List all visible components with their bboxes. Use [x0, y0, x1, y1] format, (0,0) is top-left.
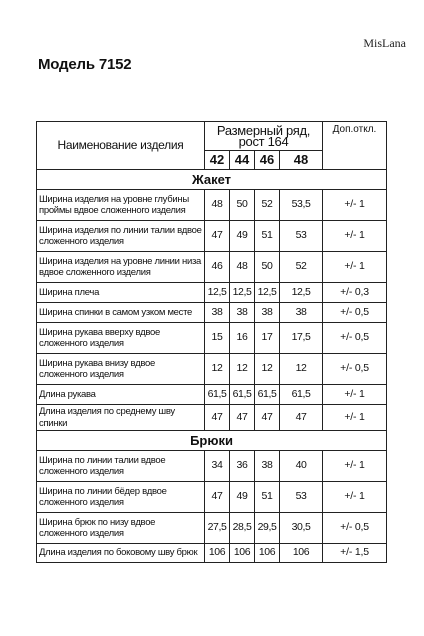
measurement-value: 29,5 [255, 513, 280, 544]
measurement-value: 38 [205, 303, 230, 323]
measurement-value: 49 [230, 221, 255, 252]
tolerance-value: +/- 1 [323, 405, 387, 431]
measurement-value: 53 [280, 482, 323, 513]
measurement-name: Ширина рукава внизу вдвое сложенного изделия [37, 354, 205, 385]
measurement-value: 28,5 [230, 513, 255, 544]
header-size: 46 [255, 151, 280, 170]
table-row [37, 323, 387, 354]
measurement-value: 12 [280, 354, 323, 385]
measurement-name: Ширина изделия по линии талии вдвое сложенного изделия [37, 221, 205, 252]
tolerance-value: +/- 1 [323, 252, 387, 283]
tolerance-value: +/- 0,3 [323, 283, 387, 303]
measurement-value: 30,5 [280, 513, 323, 544]
tolerance-value: +/- 0,5 [323, 513, 387, 544]
measurement-name: Ширина изделия на уровне глубины проймы вдвое сложенного изделия [37, 190, 205, 221]
section-title: Брюки [37, 431, 387, 451]
measurement-value: 106 [255, 544, 280, 563]
table-row [37, 482, 387, 513]
measurement-value: 106 [230, 544, 255, 563]
table-row [37, 252, 387, 283]
table-row [37, 405, 387, 431]
tolerance-value: +/- 1,5 [323, 544, 387, 563]
brand-name: MisLana [363, 36, 406, 50]
measurement-value: 106 [280, 544, 323, 563]
measurement-value: 12 [205, 354, 230, 385]
measurement-name: Длина рукава [37, 385, 205, 405]
measurement-value: 27,5 [205, 513, 230, 544]
measurement-value: 52 [255, 190, 280, 221]
measurement-name: Ширина плеча [37, 283, 205, 303]
measurement-value: 12,5 [255, 283, 280, 303]
measurement-value: 47 [255, 405, 280, 431]
measurement-value: 12,5 [280, 283, 323, 303]
measurement-value: 61,5 [230, 385, 255, 405]
tolerance-value: +/- 1 [323, 221, 387, 252]
tolerance-value: +/- 1 [323, 385, 387, 405]
measurement-value: 38 [255, 451, 280, 482]
measurement-name: Ширина изделия на уровне линии низа вдвое сложенного изделия [37, 252, 205, 283]
measurement-value: 17,5 [280, 323, 323, 354]
measurement-value: 50 [255, 252, 280, 283]
measurement-value: 61,5 [280, 385, 323, 405]
table-row [37, 451, 387, 482]
measurement-value: 48 [205, 190, 230, 221]
table-row [37, 544, 387, 563]
table-row [37, 513, 387, 544]
measurement-value: 53,5 [280, 190, 323, 221]
measurement-value: 47 [205, 405, 230, 431]
measurement-name: Ширина по линии бёдер вдвое сложенного изделия [37, 482, 205, 513]
tolerance-value: +/- 1 [323, 482, 387, 513]
table-row [37, 303, 387, 323]
measurement-value: 46 [205, 252, 230, 283]
table-row [37, 283, 387, 303]
measurement-value: 61,5 [255, 385, 280, 405]
measurement-name: Ширина по линии талии вдвое сложенного изделия [37, 451, 205, 482]
measurement-value: 12,5 [205, 283, 230, 303]
tolerance-value: +/- 1 [323, 451, 387, 482]
measurement-value: 38 [230, 303, 255, 323]
measurement-value: 49 [230, 482, 255, 513]
header-size: 42 [205, 151, 230, 170]
tolerance-value: +/- 0,5 [323, 354, 387, 385]
section-title: Жакет [37, 170, 387, 190]
measurement-value: 17 [255, 323, 280, 354]
table-row [37, 385, 387, 405]
measurement-value: 12 [255, 354, 280, 385]
tolerance-value: +/- 1 [323, 190, 387, 221]
measurement-value: 51 [255, 221, 280, 252]
measurement-value: 53 [280, 221, 323, 252]
measurement-value: 36 [230, 451, 255, 482]
measurement-name: Длина изделия по среднему шву спинки [37, 405, 205, 431]
measurement-value: 12 [230, 354, 255, 385]
measurement-value: 15 [205, 323, 230, 354]
tolerance-value: +/- 0,5 [323, 303, 387, 323]
measurement-name: Ширина спинки в самом узком месте [37, 303, 205, 323]
measurement-value: 38 [280, 303, 323, 323]
measurement-table [36, 121, 387, 563]
measurement-value: 47 [230, 405, 255, 431]
measurement-value: 51 [255, 482, 280, 513]
measurement-name: Ширина брюк по низу вдвое сложенного изделия [37, 513, 205, 544]
tolerance-value: +/- 0,5 [323, 323, 387, 354]
model-title: Модель 7152 [38, 56, 132, 73]
measurement-value: 47 [280, 405, 323, 431]
measurement-value: 47 [205, 482, 230, 513]
header-tolerance: Доп.откл. [323, 122, 387, 170]
measurement-value: 38 [255, 303, 280, 323]
header-product-name: Наименование изделия [37, 122, 205, 170]
table-row [37, 190, 387, 221]
measurement-value: 34 [205, 451, 230, 482]
table-row [37, 221, 387, 252]
measurement-value: 52 [280, 252, 323, 283]
header-size: 44 [230, 151, 255, 170]
measurement-value: 47 [205, 221, 230, 252]
header-size-range: Размерный ряд, рост 164 [205, 122, 323, 151]
measurement-value: 48 [230, 252, 255, 283]
measurement-name: Длина изделия по боковому шву брюк [37, 544, 205, 563]
table-row [37, 354, 387, 385]
measurement-value: 61,5 [205, 385, 230, 405]
measurement-value: 106 [205, 544, 230, 563]
measurement-value: 40 [280, 451, 323, 482]
measurement-value: 12,5 [230, 283, 255, 303]
measurement-name: Ширина рукава вверху вдвое сложенного изделия [37, 323, 205, 354]
header-size: 48 [280, 151, 323, 170]
measurement-value: 16 [230, 323, 255, 354]
measurement-value: 50 [230, 190, 255, 221]
